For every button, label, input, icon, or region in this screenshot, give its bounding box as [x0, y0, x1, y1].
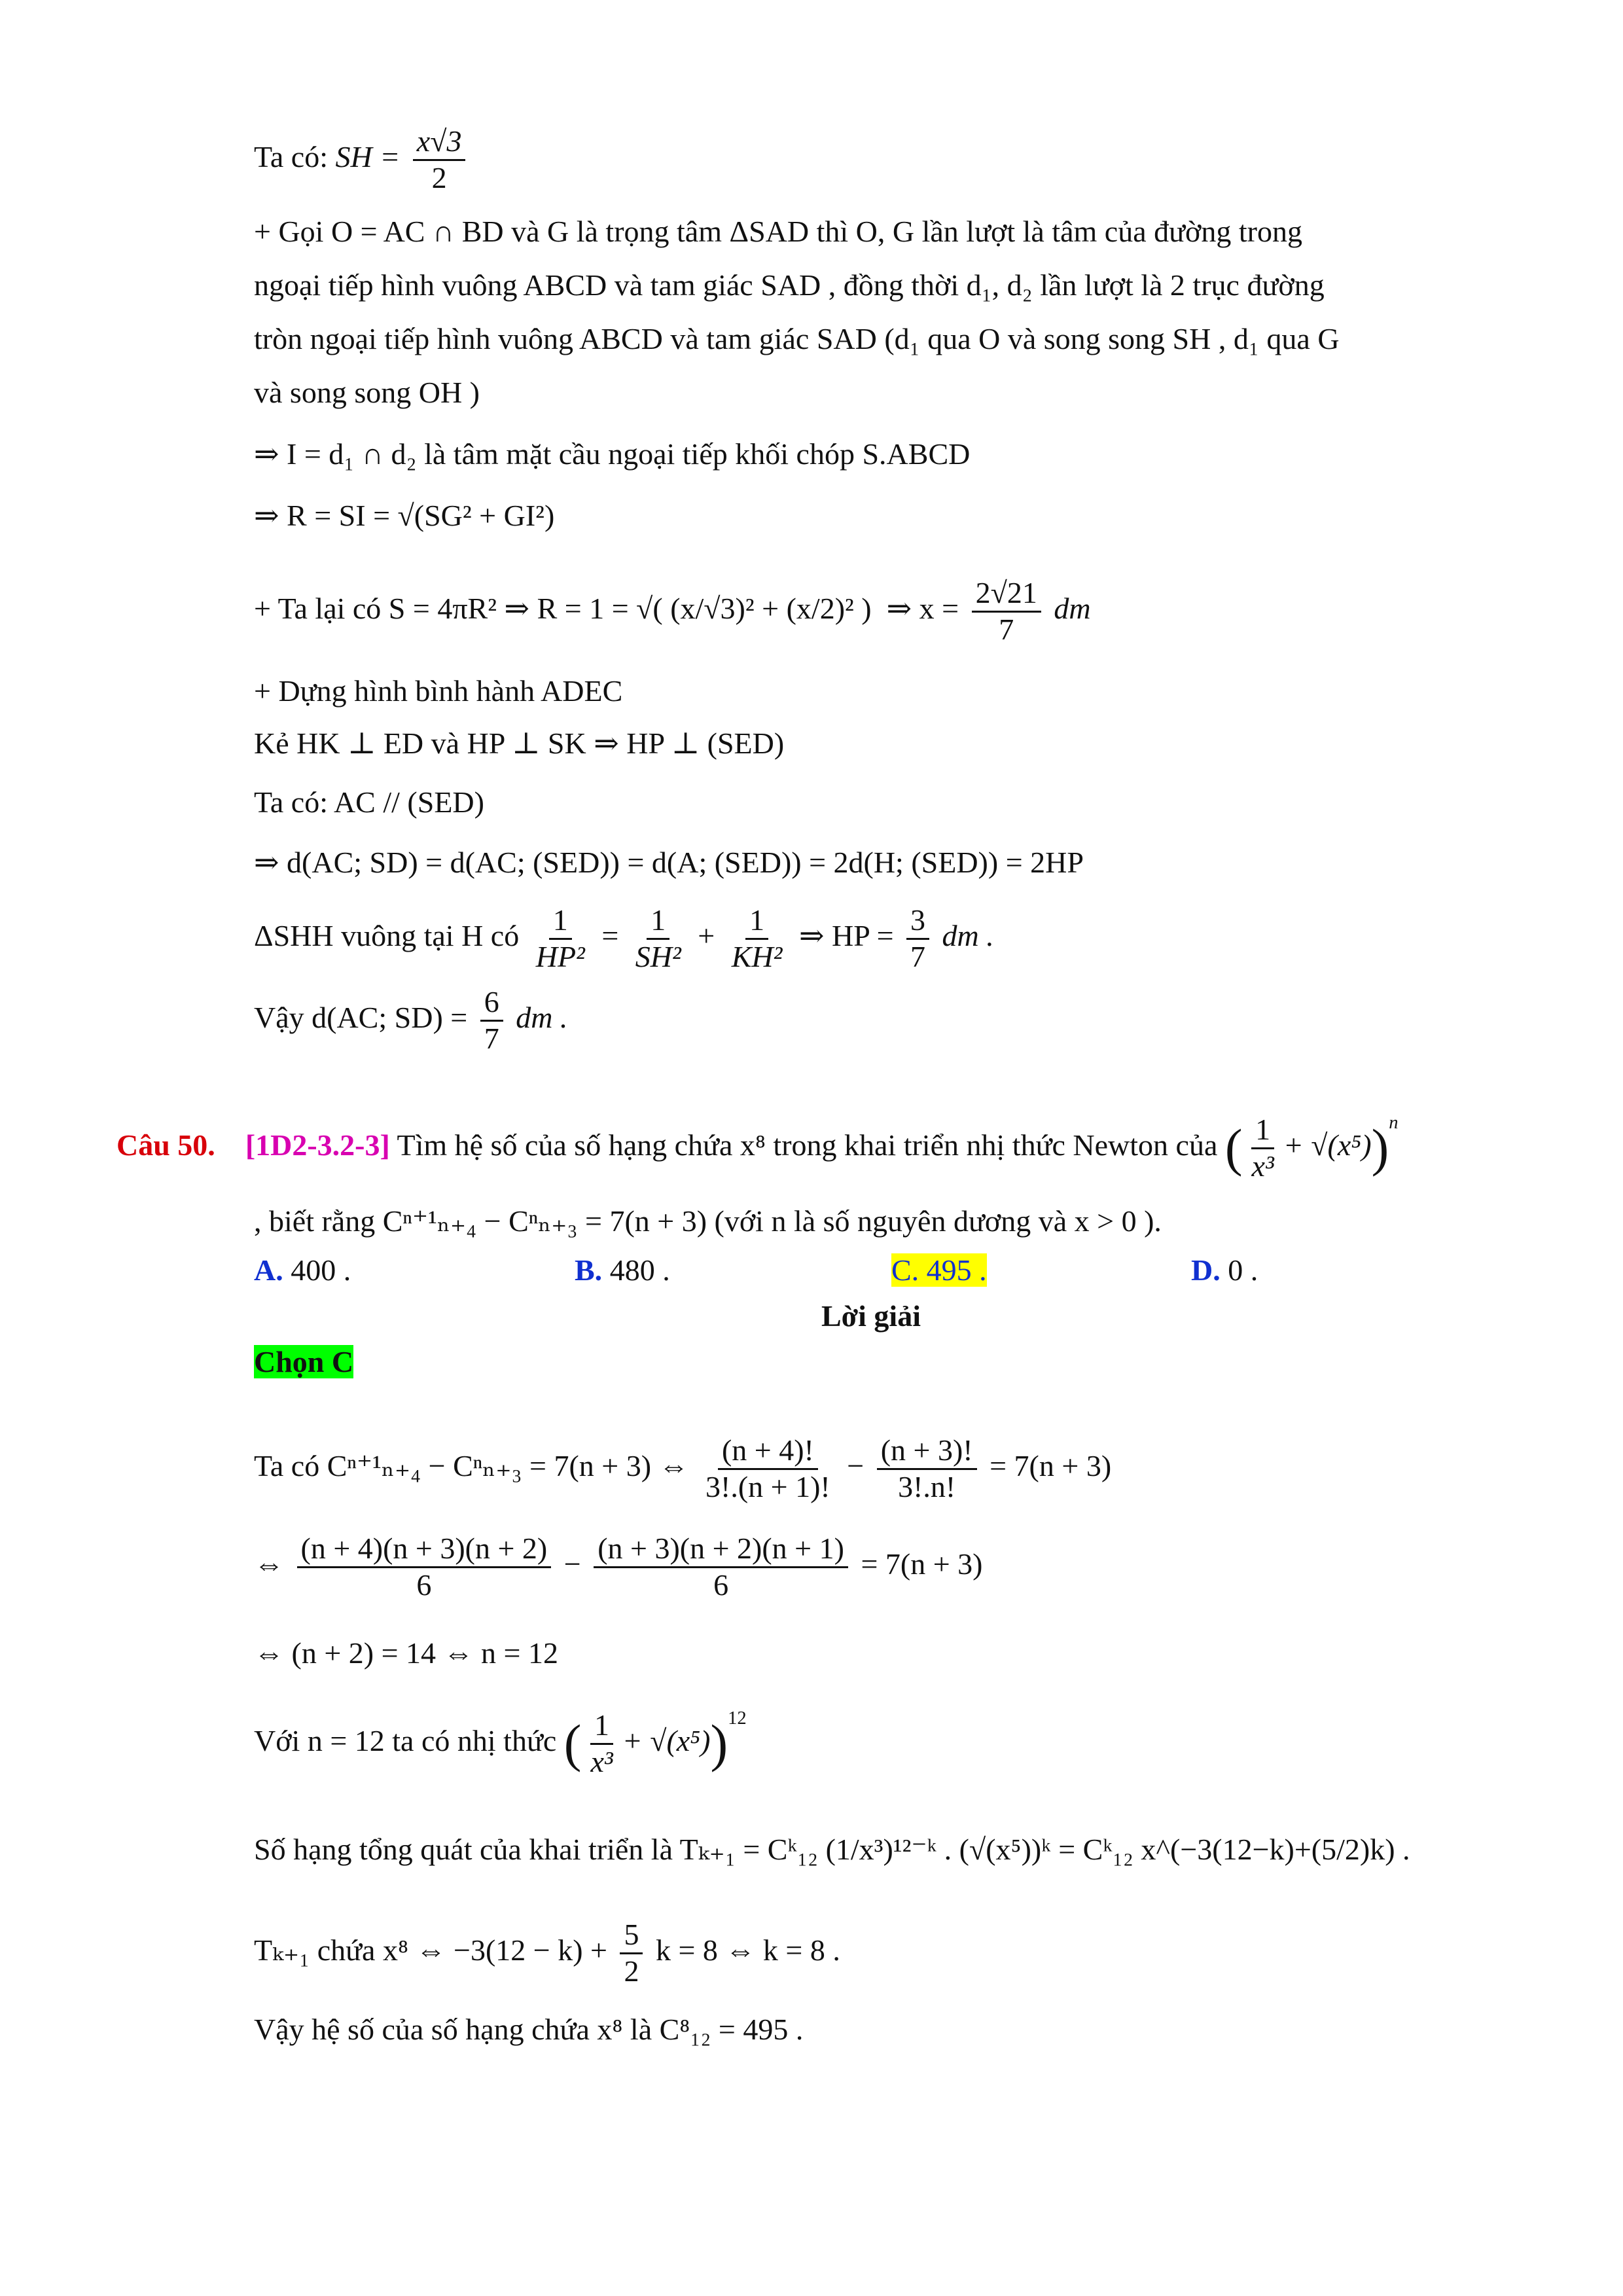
numerator: 6	[480, 985, 503, 1022]
numerator: 2√21	[972, 576, 1041, 613]
denominator: SH²	[635, 939, 681, 973]
sol-step-4: Với n = 12 ta có nhị thức ( $\frac{1}{\text{x³}}$ + √(x⁵))$^{12}$	[254, 1708, 747, 1778]
numerator: (n + 4)(n + 3)(n + 2)	[297, 1532, 552, 1568]
chosen-answer: Chọn C	[254, 1345, 354, 1378]
line-distance: ⇒ d(AC; SD) = d(AC; (SED)) = d(A; (SED)) = 2d(H; (SED)) = 2HP	[254, 846, 1084, 879]
fraction	[413, 124, 466, 196]
line-conclusion-1	[254, 985, 567, 1056]
denominator: 7	[910, 939, 926, 973]
numerator: 1	[647, 903, 669, 940]
math: ⇒ x =	[886, 591, 959, 625]
math: SH =	[335, 139, 401, 173]
sol-step-5: Số hạng tổng quát của khai triển là Tₖ₊₁ = Cᵏ₁₂ (1/x³)¹²⁻ᵏ . (√(x⁵))ᵏ = Cᵏ₁₂ x^(−3(12−k)+(5/2)k) .	[254, 1833, 1410, 1866]
fraction	[906, 903, 929, 975]
math: −	[847, 1448, 865, 1482]
option-label: A.	[254, 1253, 283, 1287]
line-sh	[254, 124, 471, 196]
fraction	[877, 1433, 977, 1505]
text: Với n = 12 ta có nhị thức	[254, 1723, 557, 1757]
question-tag: [1D2-3.2-3]	[245, 1128, 390, 1162]
line-hinh-binh-hanh: + Dựng hình bình hành ADEC	[254, 674, 623, 708]
denominator: 3!.n!	[898, 1469, 956, 1503]
numerator: 1	[590, 1708, 613, 1745]
text: Ta có:	[254, 139, 329, 173]
denominator: 2	[431, 160, 447, 194]
exponent: n	[1389, 1113, 1399, 1133]
fraction	[532, 903, 589, 975]
denominator: 7	[484, 1021, 499, 1055]
option-value: 480 .	[609, 1253, 670, 1287]
fraction	[702, 1433, 834, 1505]
math: ⇒ HP =	[798, 918, 894, 952]
option-a[interactable]	[254, 1253, 351, 1288]
fraction	[594, 1532, 848, 1603]
question-text: Tìm hệ số của số hạng chứa x⁸ trong khai triển nhị thức Newton của	[397, 1128, 1218, 1162]
numerator: x√3	[413, 124, 466, 161]
numerator: 1	[745, 903, 768, 940]
numerator: 1	[1251, 1113, 1274, 1149]
denominator: KH²	[731, 939, 783, 973]
fraction	[632, 903, 685, 975]
numerator: 3	[906, 903, 929, 940]
numerator: 5	[620, 1918, 643, 1954]
math: −	[563, 1547, 581, 1581]
question-50-header: Câu 50. [1D2-3.2-3] Tìm hệ số của số hạng chứa x⁸ trong khai triển nhị thức Newton của ( $\frac{1}{\text{x³}}$ + √(x⁵))$^n$	[116, 1113, 1399, 1183]
numerator: (n + 3)!	[877, 1433, 977, 1470]
sol-step-6	[254, 1918, 840, 1989]
sol-step-2	[254, 1532, 982, 1603]
sol-step-3: ⇔ (n + 2) = 14 ⇔ n = 12	[254, 1636, 558, 1670]
unit: dm .	[942, 918, 994, 952]
exponent: 12	[728, 1708, 747, 1729]
question-label: Câu 50.	[116, 1128, 215, 1162]
fraction	[297, 1532, 552, 1603]
text: ΔSHH vuông tại H có	[254, 918, 520, 952]
line-song-song: và song song OH )	[254, 376, 480, 409]
option-label: D.	[1191, 1253, 1221, 1287]
math: Tₖ₊₁ chứa x⁸ ⇔ −3(12 − k) +	[254, 1933, 607, 1967]
unit: dm .	[516, 1000, 568, 1034]
line-radius: ⇒ R = SI = √(SG² + GI²)	[254, 499, 555, 532]
line-tron: tròn ngoại tiếp hình vuông ABCD và tam giác SAD (d₁ qua O và song song SH , d₁ qua G	[254, 322, 1340, 355]
sol-step-1	[254, 1433, 1111, 1505]
math: + √(x⁵)	[622, 1723, 711, 1757]
line-hp	[254, 903, 994, 975]
option-correct: C. 495 .	[891, 1253, 987, 1287]
fraction	[972, 576, 1041, 647]
denominator: 2	[624, 1954, 639, 1988]
denominator: HP²	[535, 939, 585, 973]
option-value: 400 .	[291, 1253, 351, 1287]
math: ⇔	[254, 1547, 284, 1581]
math: = 7(n + 3)	[861, 1547, 983, 1581]
denominator: 3!.(n + 1)!	[705, 1469, 830, 1503]
fraction	[728, 903, 787, 975]
math: + √(x⁵)	[1283, 1128, 1372, 1162]
denominator: 6	[713, 1568, 729, 1602]
line-surface-area	[254, 576, 1091, 647]
numerator: (n + 3)(n + 2)(n + 1)	[594, 1532, 848, 1568]
math: = 7(n + 3)	[990, 1448, 1112, 1482]
solution-title: Lời giải	[821, 1299, 921, 1333]
choice-line	[254, 1345, 353, 1380]
fraction	[620, 1918, 643, 1989]
denominator: x³	[1251, 1149, 1274, 1183]
option-c[interactable]	[891, 1253, 987, 1288]
denominator: 7	[999, 612, 1014, 646]
sol-conclusion-2: Vậy hệ số của số hạng chứa x⁸ là C⁸₁₂ = 495 .	[254, 2013, 804, 2046]
unit: dm	[1054, 591, 1091, 625]
line-ac-parallel: Ta có: AC // (SED)	[254, 785, 484, 819]
question-condition: , biết rằng Cⁿ⁺¹ₙ₊₄ − Cⁿₙ₊₃ = 7(n + 3) (với n là số nguyên dương và x > 0 ).	[254, 1204, 1162, 1238]
numerator: 1	[549, 903, 572, 940]
line-tam-mat-cau: ⇒ I = d₁ ∩ d₂ là tâm mặt cầu ngoại tiếp khối chóp S.ABCD	[254, 437, 971, 471]
line-ngoai-tiep: ngoại tiếp hình vuông ABCD và tam giác SAD , đồng thời d₁, d₂ lần lượt là 2 trục đường	[254, 268, 1325, 302]
fraction	[586, 1708, 616, 1780]
numerator: (n + 4)!	[718, 1433, 818, 1470]
fraction	[480, 985, 503, 1056]
denominator: x³	[590, 1744, 613, 1778]
math: + Ta lại có S = 4πR² ⇒ R = 1 = √( (x/√3)² + (x/2)² )	[254, 591, 872, 625]
option-d[interactable]	[1191, 1253, 1258, 1288]
line-ke: Kẻ HK ⊥ ED và HP ⊥ SK ⇒ HP ⊥ (SED)	[254, 726, 785, 760]
fraction	[1248, 1113, 1278, 1184]
denominator: 6	[416, 1568, 432, 1602]
option-value: 0 .	[1228, 1253, 1258, 1287]
math: Vậy d(AC; SD) =	[254, 1000, 468, 1034]
math: +	[698, 918, 715, 952]
line-goi: + Gọi O = AC ∩ BD và G là trọng tâm ΔSAD thì O, G lần lượt là tâm của đường trong	[254, 215, 1302, 248]
math: =	[601, 918, 619, 952]
math: k = 8 ⇔ k = 8 .	[655, 1933, 840, 1967]
math: Ta có Cⁿ⁺¹ₙ₊₄ − Cⁿₙ₊₃ = 7(n + 3) ⇔	[254, 1448, 689, 1482]
option-b[interactable]	[575, 1253, 670, 1288]
option-label: B.	[575, 1253, 603, 1287]
